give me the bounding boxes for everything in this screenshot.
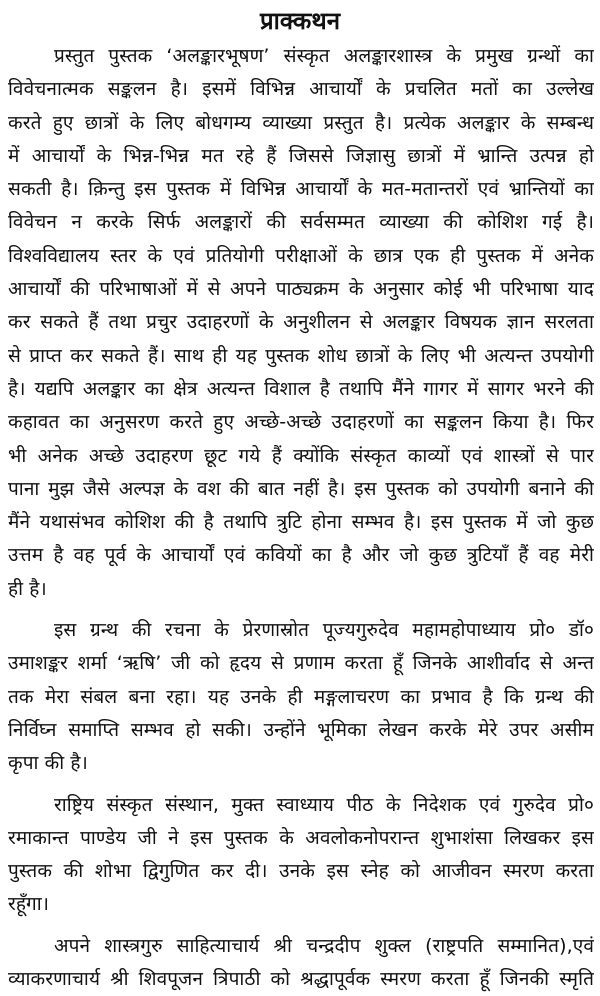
text-line: रहूँगा।	[8, 893, 50, 916]
text-line: इस ग्रन्थ की रचना के प्रेरणास्रोत पूज्यगुरुदेव महामहोपाध्याय प्रो० डॉ०	[54, 619, 594, 642]
paragraph-spacer	[8, 606, 594, 614]
text-line: तक मेरा संबल बना रहा। यह उनके ही मङ्गलाचरण का प्रभाव है कि ग्रन्थ की	[8, 685, 594, 708]
text-line: कर सकते हैं तथा प्रचुर उदाहरणों के अनुशीलन से अलङ्कार विषयक ज्ञान सरलता	[8, 311, 594, 334]
text-line: व्याकरणाचार्य श्री शिवपूजन त्रिपाठी को श्रद्धापूर्वक स्मरण करता हूँ जिनकी स्मृति	[8, 968, 594, 991]
text-line: राष्ट्रिय संस्कृत संस्थान, मुक्त स्वाध्याय पीठ के निदेशक एवं गुरुदेव प्रो०	[54, 793, 594, 816]
text-line: से प्राप्त कर सकते हैं। साथ ही यह पुस्तक शोध छात्रों के लिए भी अत्यन्त उपयोगी	[8, 344, 594, 367]
text-line: रमाकान्त पाण्डेय जी ने इस पुस्तक के अवलोकनोपरान्त शुभाशंसा लिखकर इस	[8, 826, 594, 849]
text-line: ही है।	[8, 577, 47, 600]
text-line: विश्वविद्यालय स्तर के एवं प्रतियोगी परीक्षाओं के छात्र एक ही पुस्तक में अनेक	[8, 244, 594, 267]
text-line: उमाशङ्कर शर्मा ‘ऋषि’ जी को हृदय से प्रणाम करता हूँ जिनके आशीर्वाद से अन्त	[8, 652, 594, 675]
paragraph-guru-tribute	[8, 614, 594, 780]
paragraph-spacer	[8, 781, 594, 789]
text-line: करते हुए छात्रों के लिए बोधगम्य व्याख्या प्रस्तुत है। प्रत्येक अलङ्कार के सम्बन्ध	[8, 111, 594, 134]
text-line: है। यद्यपि अलङ्कार का क्षेत्र अत्यन्त विशाल है तथापि मैंने गागर में सागर भरने की	[8, 377, 594, 400]
text-line: में आचार्यों के भिन्न-भिन्न मत रहे हैं जिससे जिज्ञासु छात्रों में भ्रान्ति उत्पन्न हो	[8, 144, 594, 167]
text-line: मैंने यथासंभव कोशिश की है तथापि त्रुटि होना सम्भव है। इस पुस्तक में जो कुछ	[8, 511, 594, 534]
paragraph-spacer	[8, 922, 594, 930]
text-line: कहावत का अनुसरण करते हुए अच्छे-अच्छे उदाहरणों का सङ्कलन किया है। फिर	[8, 411, 594, 434]
text-line: प्रस्तुत पुस्तक ‘अलङ्कारभूषण’ संस्कृत अलङ्कारशास्त्र के प्रमुख ग्रन्थों का	[54, 45, 594, 67]
page-title: प्राक्कथन	[259, 7, 341, 35]
text-line: पुस्तक की शोभा द्विगुणित कर दी। उनके इस स्नेह को आजीवन स्मरण करता	[8, 860, 594, 883]
paragraph-teachers-remembrance	[8, 930, 594, 996]
text-line: भी अनेक अच्छे उदाहरण छूट गये हैं क्योंकि संस्कृत काव्यों एवं शास्त्रों से पार	[8, 444, 594, 467]
text-line: कृपा की है।	[8, 752, 88, 775]
text-line: विवेचनात्मक सङ्कलन है। इसमें विभिन्न आचार्यों के प्रचलित मतों का उल्लेख	[8, 78, 594, 101]
text-line: अपने शास्त्रगुरु साहित्याचार्य श्री चन्द्रदीप शुक्ल (राष्ट्रपति सम्मानित),एवं	[54, 934, 594, 957]
text-line: उत्तम है वह पूर्व के आचार्यों एवं कवियों का है और जो कुछ त्रुटियाँ हैं वह मेरी	[8, 544, 594, 567]
paragraph-introduction	[8, 40, 594, 606]
text-line: निर्विघ्न समाप्ति सम्भव हो सकी। उन्होंने भूमिका लेखन करके मेरे उपर असीम	[8, 718, 594, 741]
text-line: आचार्यों की परिभाषाओं में से अपने पाठ्यक्रम के अनुसार कोई भी परिभाषा याद	[8, 278, 594, 301]
document-body	[8, 40, 594, 996]
paragraph-director-thanks	[8, 789, 594, 922]
text-line: सकती है। क़िन्तु इस पुस्तक में विभिन्न आचार्यों के मत-मतान्तरों एवं भ्रान्तियों का	[8, 178, 594, 201]
text-line: पाना मुझ जैसे अल्पज्ञ के वश की बात नहीं है। इस पुस्तक को उपयोगी बनाने की	[8, 477, 594, 500]
text-line: विवेचन न करके सिर्फ अलङ्कारों की सर्वसम्मत व्याख्या की कोशिश गई है।	[8, 211, 594, 234]
